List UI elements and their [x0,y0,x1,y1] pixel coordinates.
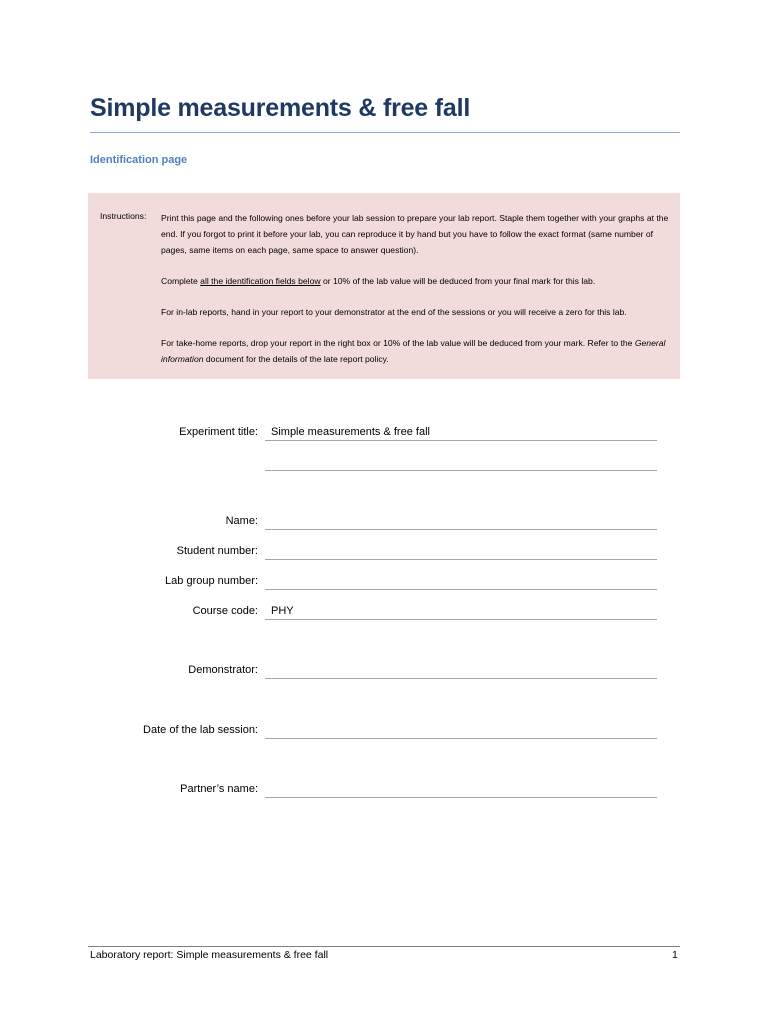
general-information-reference: General information [161,338,666,364]
student-number-field[interactable] [265,545,657,560]
experiment-title-field[interactable]: Simple measurements & free fall [265,426,657,441]
instructions-emphasis: all the identification fields below [200,276,321,286]
instructions-body [161,210,675,382]
partners-name-field[interactable] [265,783,657,798]
demonstrator-row [0,664,768,684]
student-number-label: Student number: [176,545,258,557]
demonstrator-label: Demonstrator: [188,664,258,676]
title-divider [90,132,680,133]
lab-group-number-label: Lab group number: [165,575,258,587]
experiment-title-row [0,426,768,446]
experiment-title-row-2 [0,456,768,476]
partners-name-row [0,783,768,803]
course-code-row [0,605,768,625]
instructions-paragraph: For in-lab reports, hand in your report to your demonstrator at the end of the sessions or you will receive a zero for this lab. [161,307,627,317]
experiment-title-field-line-2[interactable] [265,456,657,471]
name-field[interactable] [265,515,657,530]
experiment-title-label: Experiment title: [179,426,258,438]
instructions-text: document for the details of the late report policy. [203,354,389,364]
name-label: Name: [225,515,258,527]
instructions-box [88,193,680,379]
lab-group-number-row [0,575,768,595]
instructions-text: Complete [161,276,201,286]
page-title: Simple measurements & free fall [90,94,471,122]
instructions-paragraph [161,273,675,289]
demonstrator-field[interactable] [265,664,657,679]
lab-session-date-label: Date of the lab session: [143,724,258,736]
lab-group-number-field[interactable] [265,575,657,590]
course-code-field[interactable]: PHY [265,605,657,620]
instructions-paragraph: Print this page and the following ones before your lab session to prepare your lab report. Staple them together with your graphs at the end. If you forgot to print it before your lab, you can reproduce it by hand but you have to follow the exact format (same number of pages, same items on each page, same space to answer question). [161,213,669,255]
instructions-text: For take-home reports, drop your report in the right box or 10% of the lab value will be deduced from your mark. Refer to the [161,338,635,348]
instructions-paragraph [161,335,675,367]
name-row [0,515,768,535]
page-subtitle: Identification page [90,154,188,166]
partners-name-label: Partner’s name: [180,783,258,795]
student-number-row [0,545,768,565]
footer-divider [88,946,680,947]
page-number: 1 [672,949,678,961]
footer-text: Laboratory report: Simple measurements & free fall [90,949,329,961]
instructions-text: or 10% of the lab value will be deduced from your final mark for this lab. [320,276,596,286]
instructions-label: Instructions: [100,211,147,221]
lab-session-date-row [0,724,768,744]
course-code-label: Course code: [192,605,258,617]
lab-session-date-field[interactable] [265,724,657,739]
